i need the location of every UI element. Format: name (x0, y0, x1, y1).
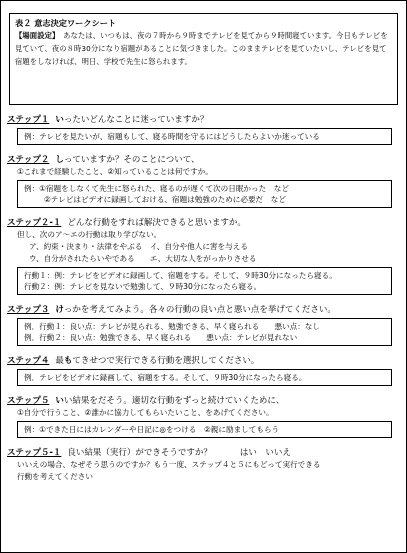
step-3-key: け (55, 305, 64, 315)
step-2 (7, 154, 400, 208)
step-1 (7, 114, 400, 145)
no-option[interactable]: いいえ (265, 448, 291, 458)
step-1-question: ったいどんなことに迷っていますか？ (63, 115, 209, 125)
step-4-answer-box (17, 369, 392, 386)
worksheet-title: 表２ 意志決定ワークシート (15, 18, 117, 28)
step-3-number: ステップ３ (7, 305, 50, 315)
step-4-heading (7, 355, 400, 367)
step-1-answer: 例：テレビを見たいが、宿題もして、寝る時間を守るにはどうしたらよいか迷っている (24, 132, 320, 141)
step-2-1 (7, 217, 400, 295)
step-4-number: ステップ４ (7, 356, 50, 366)
step-5-1-number: ステップ５-１ (7, 448, 62, 458)
step-5-answer-box (17, 421, 392, 438)
step-3-answer-box (17, 318, 392, 346)
step-5-key: い (55, 396, 64, 406)
step-5 (7, 395, 400, 438)
step-5-heading (7, 395, 400, 407)
step-3-answer-1: 例．行動１：良い点：テレビが見られる、勉強できる、早く寝られる 悪い点：なし (24, 322, 320, 331)
scenario-body: あなたは、いつもは、夜の７時から９時までテレビを見てから９時間寝ています。今日もテレビを見ていて、夜の８時30分になり宿題があることに気づきました。このままテレビを見ていたいし、テレビを見て宿題をしなければ、明日、学校で先生に怒られます。 (15, 31, 388, 66)
step-3-heading (7, 304, 400, 316)
step-2-1-action-2: 行動２：例：テレビを見ないで勉強して、９時30分になったら寝る。 (24, 282, 262, 291)
step-2-1-number: ステップ２-１ (7, 218, 62, 228)
step-4 (7, 355, 400, 386)
step-2-key: し (55, 155, 64, 165)
step-1-heading (7, 114, 400, 126)
step-1-answer-box (17, 128, 392, 145)
step-5-answer: 例：①できた日にはカレンダーや日記に◎をつける ②親に励ましてもらう (24, 425, 280, 434)
scenario-label: 【場面設定】 (15, 31, 56, 40)
step-3-question: っかを考えてみよう。各々の行動の良い点と悪い点を挙げてください。 (63, 305, 336, 315)
step-2-answer-2: ②テレビはビデオに録画しておける、宿題は勉強のために必要だ など (44, 195, 286, 204)
step-2-1-action-1: 行動１：例：テレビをビデオに録画して、宿題をする。そして、９時30分になったら寝る。 (24, 271, 337, 280)
step-5-1-question: 良い結果（実行）ができそうですか？ (67, 448, 212, 458)
step-5-number: ステップ５ (7, 396, 50, 406)
step-2-answer-box (17, 180, 392, 208)
step-5-1-line-1: いいえの場合、なぜそう思うのですか？もう一度、ステップ４と５にもどって実行できる (17, 460, 321, 469)
step-2-1-question: どんな行動をすれば解決できると思いますか。 (67, 218, 246, 228)
step-2-1-answer-box (17, 267, 392, 295)
step-4-answer: 例．テレビをビデオに録画して、宿題をする。そして、９時30分になったら寝る。 (24, 373, 307, 382)
step-2-1-sub: 但し、次のア～エの行動は取り学びない。 (17, 230, 162, 239)
step-4-question: てきせつで実行できる行動を選択してください。 (72, 356, 260, 366)
step-2-number: ステップ２ (7, 155, 50, 165)
step-3 (7, 304, 400, 346)
scenario-box (9, 13, 398, 105)
step-4-key: も (63, 356, 73, 366)
step-2-1-option-2: ウ、自分がされたらいやである エ、大切な人をがっかりさせる (29, 254, 257, 263)
step-5-1-line-2: 行動を考えてください (17, 472, 93, 481)
step-2-sub: ①これまで経験したこと、②知っていることは何ですか。 (17, 167, 213, 176)
step-5-1 (7, 447, 400, 483)
step-2-heading (7, 154, 400, 166)
step-3-answer-2: 例．行動２：良い点：勉強できる、早く寝られる 悪い点：テレビが見れない (24, 333, 298, 342)
step-2-1-heading (7, 217, 400, 229)
step-1-key: い (55, 115, 64, 125)
step-5-question: い結果をだそう。適切な行動をずっと続けていくために、 (63, 396, 285, 406)
yes-option[interactable]: はい (239, 448, 257, 458)
scenario-text (15, 29, 392, 68)
step-2-answer-1: 例：①宿題をしなくて先生に怒られた、寝るのが遅くて次の日眠かった など (24, 184, 289, 193)
step-2-1-option-1: ア、約束・決まり・法律をやぶる イ、自分や他人に害を与える (29, 242, 248, 251)
step-5-1-heading (7, 447, 400, 459)
step-5-sub: ①自分で行うこと、②誰かに協力してもらいたいこと、をあげてください。 (17, 408, 274, 417)
step-1-number: ステップ１ (7, 115, 50, 125)
step-2-question: っていますか？そのことについて、 (63, 155, 200, 165)
step-4-prefix: 最 (55, 356, 64, 366)
